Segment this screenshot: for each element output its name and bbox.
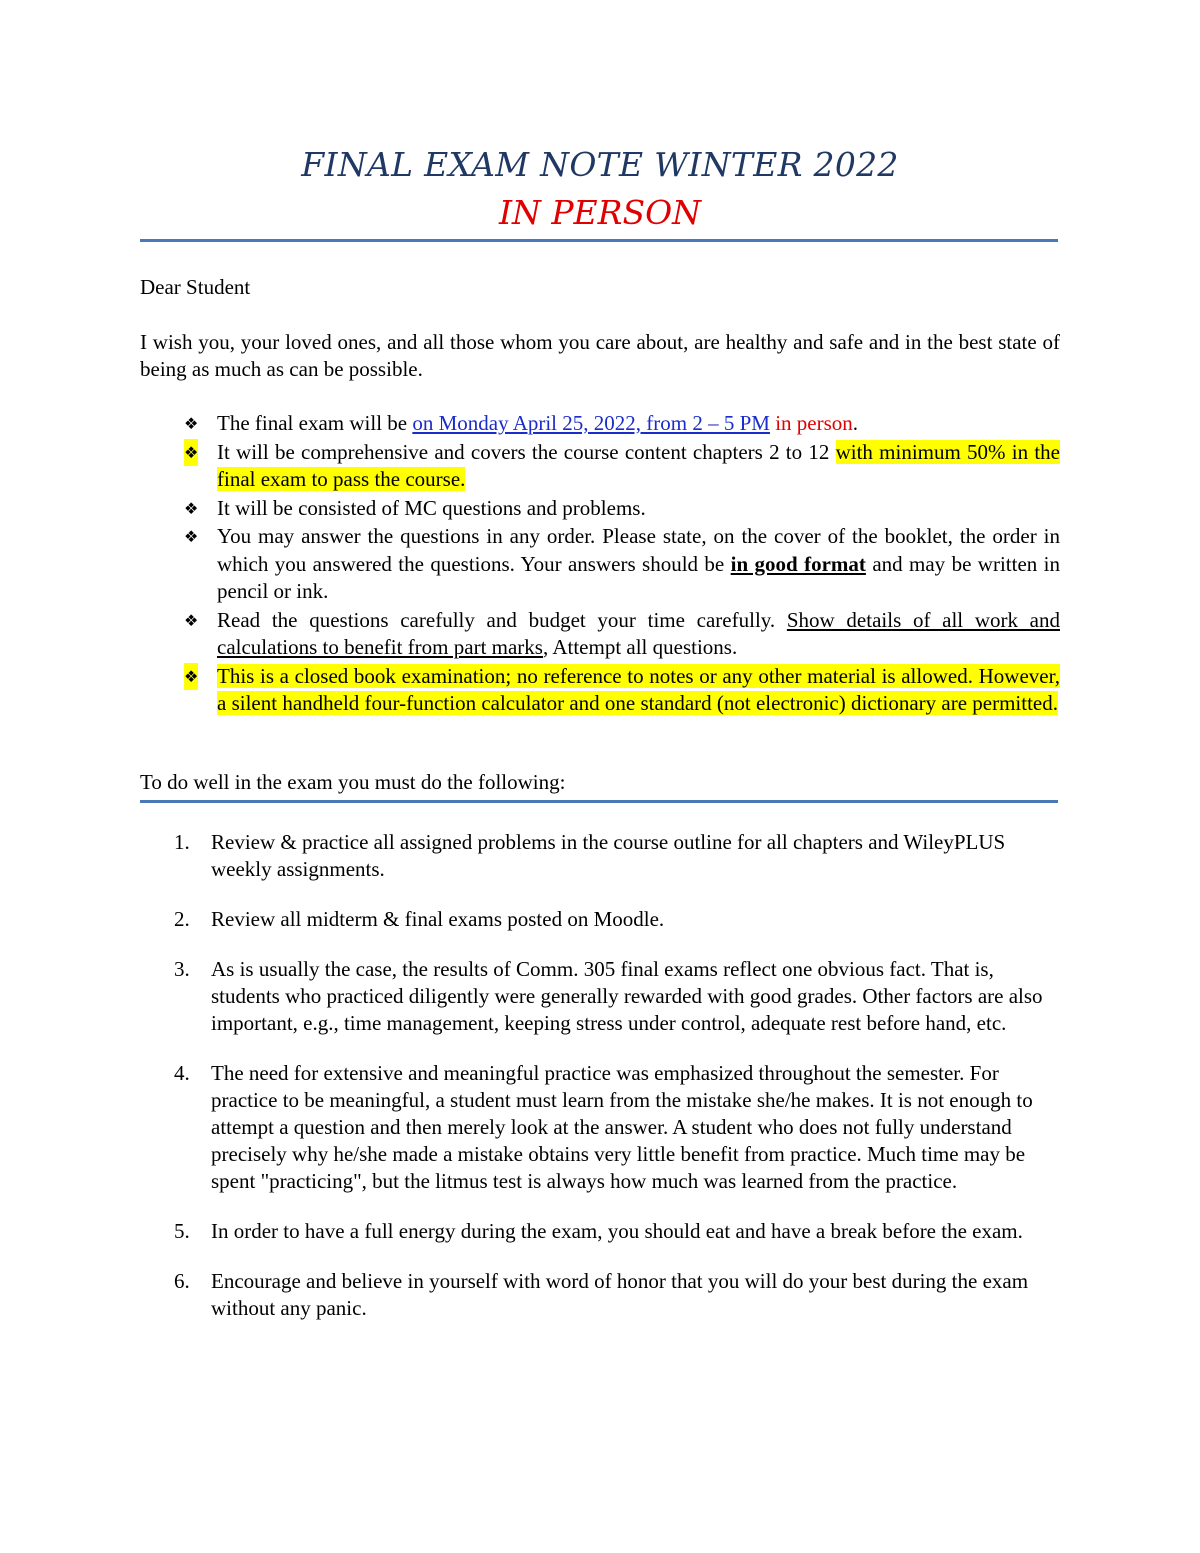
intro-paragraph: I wish you, your loved ones, and all those whom you care about, are healthy and safe and in the best state of being as much as can be possible. [140,330,1060,381]
title-block [140,140,1060,236]
list-item [174,1218,1060,1245]
diamond-bullet-icon: ❖ [184,498,199,518]
item-text: In order to have a full energy during the exam, you should eat and have a break before the exam. [211,1219,1023,1243]
item-text: Review & practice all assigned problems in the course outline for all chapters and WileyPLUS weekly assignments. [211,830,1006,881]
item-number: 6. [174,1269,190,1293]
diamond-bullet-icon: ❖ [184,663,198,691]
page-subtitle: IN PERSON [498,193,702,232]
highlighted-text: This is a closed book examination; no reference to notes or any other material is allowed. However, a silent handheld four-function calculator and one standard (not electronic) dictionary are permitted. [217,663,1060,715]
exam-info-list [184,410,1060,719]
exam-date-link[interactable]: on Monday April 25, 2022, from 2 – 5 PM [412,411,770,435]
diamond-bullet-icon: ❖ [184,527,199,546]
bullet-text: You may answer the questions in any order. Please state, on the cover of the booklet, the order in which you answered the questions. Your answers should be [217,524,1060,576]
highlighted-text: with minimum 50% in the final exam to pass the course. [217,439,1060,491]
bullet-text: Read the questions carefully and budget your time carefully. [217,607,787,632]
bullet-text: It will be consisted of MC questions and problems. [217,495,646,520]
bullet-item [184,663,1060,718]
bullet-item [184,523,1060,606]
item-number: 3. [174,957,190,981]
bullet-text: and may be written in pencil or ink. [217,551,1060,603]
bullet-text: It will be comprehensive and covers the course content chapters 2 to 12 [217,439,836,464]
greeting: Dear Student [140,275,251,299]
item-number: 1. [174,830,190,854]
underlined-text: Show details of all work and calculations to benefit from part marks [217,607,1061,659]
bullet-item [184,439,1060,494]
item-number: 5. [174,1219,190,1243]
item-text: The need for extensive and meaningful practice was emphasized throughout the semester. For practice to be meaningful, a student must learn from the mistake she/he makes. It is not enough to attempt a question and then merely look at the answer. A student who does not fully understand precisely why he/she made a mistake obtains very little benefit from practice. Much time may be spent "practicing", but the litmus test is always how much was learned from the practice. [211,1061,1033,1193]
diamond-bullet-icon: ❖ [184,610,199,630]
list-item [174,906,1060,933]
in-person-text: in person [769,411,853,435]
diamond-bullet-icon: ❖ [184,439,198,467]
item-number: 4. [174,1061,190,1085]
bullet-text: The final exam will be [217,411,413,435]
diamond-bullet-icon: ❖ [184,414,199,433]
bullet-text: , Attempt all questions. [542,635,738,659]
list-item [174,1268,1060,1322]
bullet-text: . [852,411,859,435]
bullet-item [184,495,1060,523]
item-text: Review all midterm & final exams posted on Moodle. [211,907,665,931]
page-title: FINAL EXAM NOTE WINTER 2022 [301,145,899,184]
item-text: As is usually the case, the results of Comm. 305 final exams reflect one obvious fact. That is, students who practiced diligently were generally rewarded with good grades. Other factors are also important, e.g., time management, keeping stress under control, adequate rest before hand, etc. [211,957,1043,1035]
title-divider [140,239,1058,242]
list-item [174,829,1060,883]
section-lead: To do well in the exam you must do the following: [140,770,566,794]
bullet-item [184,607,1060,662]
item-number: 2. [174,907,190,931]
bullet-item [184,410,1060,438]
list-item [174,1060,1060,1195]
item-text: Encourage and believe in yourself with word of honor that you will do your best during the exam without any panic. [211,1269,1029,1320]
section-divider [140,800,1058,803]
list-item [174,956,1060,1037]
advice-list [174,829,1060,1345]
bold-underlined-text: in good format [730,551,866,576]
